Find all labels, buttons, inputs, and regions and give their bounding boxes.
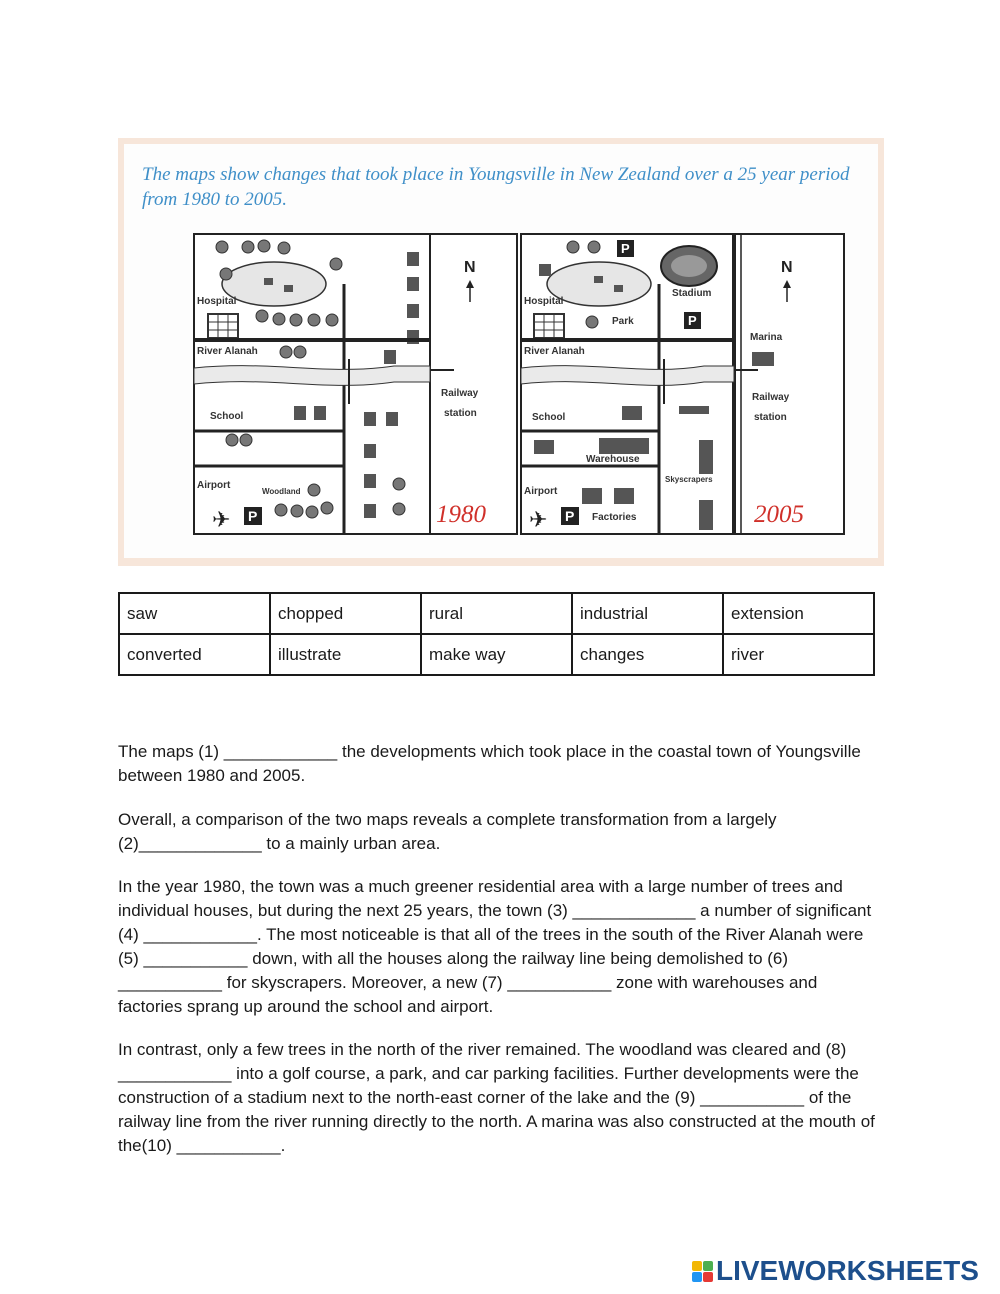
word-cell: illustrate <box>270 634 421 675</box>
word-cell: saw <box>119 593 270 634</box>
label-factories-2005: Factories <box>592 512 637 523</box>
label-railway-1980: Railway <box>441 388 479 399</box>
label-school-2005: School <box>532 412 566 423</box>
label-marina-2005: Marina <box>750 332 783 343</box>
paragraph-1: The maps (1) ____________ the developments which took place in the coastal town of Youngsville between 1980 and 2005. <box>118 742 861 785</box>
word-cell: changes <box>572 634 723 675</box>
word-cell: make way <box>421 634 572 675</box>
paragraph-3: In the year 1980, the town was a much greener residential area with a large number of trees and individual houses, but during the next 25 years, the town (3) _____________ a number of significant (4) ____________. The most noticeable is that all of the trees in the south of the River Alanah were (5) ___________ down, with all the houses along the railway line being demolished to (6) ___________ for skyscrapers. Moreover, a new (7) ___________ zone with warehouses and factories sprang up around the school and airport. <box>118 877 872 1016</box>
label-airport-2005: Airport <box>524 486 558 497</box>
label-railway-2005: Railway <box>752 392 790 403</box>
airplane-icon-2005: ✈ <box>529 507 548 532</box>
logo-square <box>703 1272 713 1282</box>
label-station-1980: station <box>444 408 477 419</box>
label-school-1980: School <box>210 411 244 422</box>
lake-1980 <box>222 262 326 306</box>
word-bank-table <box>118 592 875 676</box>
word-cell: extension <box>723 593 874 634</box>
map-image <box>124 144 878 558</box>
label-skyscrapers-2005: Skyscrapers <box>665 475 713 484</box>
label-hospital-2005: Hospital <box>524 296 564 307</box>
parking-icon-2005-top: P <box>621 241 630 256</box>
label-stadium-2005: Stadium <box>672 288 712 299</box>
paragraph-4: In contrast, only a few trees in the north of the river remained. The woodland was cleared and (8) ____________ into a golf course, a park, and car parking facilities. Further developments were the construction of a stadium next to the north-east corner of the lake and the (9) ___________ of the railway line from the river running directly to the north. A marina was also constructed at the mouth of the(10) ___________. <box>118 1040 875 1155</box>
label-park-2005: Park <box>612 316 634 327</box>
map-1980 <box>194 234 517 534</box>
label-hospital-1980: Hospital <box>197 296 237 307</box>
logo-square <box>703 1261 713 1271</box>
label-warehouse-2005: Warehouse <box>586 454 640 465</box>
map-image-frame <box>118 138 884 566</box>
label-river-1980: River Alanah <box>197 346 258 357</box>
airplane-icon-1980: ✈ <box>212 507 231 532</box>
word-bank-row <box>119 593 874 634</box>
word-cell: industrial <box>572 593 723 634</box>
label-river-2005: River Alanah <box>524 346 585 357</box>
paragraph-2: Overall, a comparison of the two maps reveals a complete transformation from a largely (2)_____________ to a mainly urban area. <box>118 810 777 853</box>
liveworksheets-logo <box>692 1256 979 1286</box>
map-2005 <box>521 234 844 534</box>
word-cell: converted <box>119 634 270 675</box>
logo-text: LIVEWORKSHEETS <box>716 1255 979 1286</box>
word-bank-row <box>119 634 874 675</box>
north-label-2005: N <box>781 259 793 276</box>
parking-icon-2005-stadium: P <box>688 313 697 328</box>
logo-square <box>692 1272 702 1282</box>
maps-svg <box>124 144 878 558</box>
year-2005: 2005 <box>754 501 804 528</box>
word-cell: rural <box>421 593 572 634</box>
label-station-2005: station <box>754 412 787 423</box>
label-woodland-1980: Woodland <box>262 487 301 496</box>
year-1980: 1980 <box>436 501 486 528</box>
label-airport-1980: Airport <box>197 480 231 491</box>
parking-icon-1980: P <box>248 508 258 524</box>
logo-square <box>692 1261 702 1271</box>
map-caption: The maps show changes that took place in Youngsville in New Zealand over a 25 year period from 1980 to 2005. <box>142 164 850 210</box>
logo-grid-icon <box>692 1261 713 1282</box>
word-cell: river <box>723 634 874 675</box>
parking-icon-2005-bottom: P <box>565 508 575 524</box>
north-label-1980: N <box>464 259 476 276</box>
word-cell: chopped <box>270 593 421 634</box>
marina-icon <box>752 352 774 366</box>
